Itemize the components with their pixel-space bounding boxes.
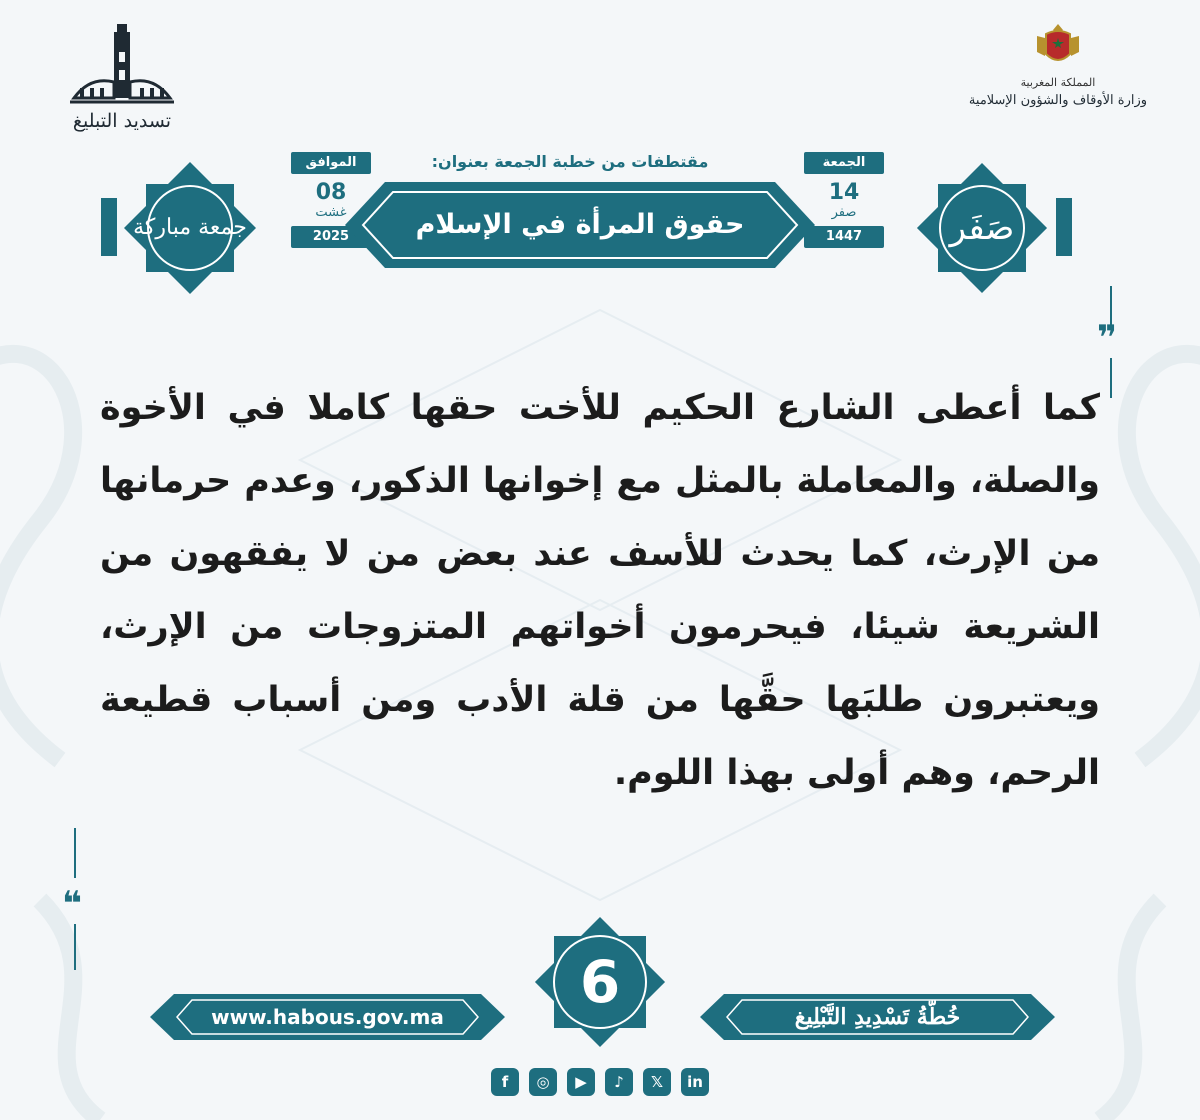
plan-label: خُطّةُ تَسْدِيدِ التَّبْلِيغ	[794, 1004, 961, 1030]
page-number: 6	[579, 948, 621, 1016]
tasdid-logo-caption: تسديد التبليغ	[72, 110, 172, 132]
instagram-icon[interactable]: ◎	[529, 1068, 557, 1096]
page-number-badge	[528, 910, 672, 1054]
facebook-icon[interactable]: f	[491, 1068, 519, 1096]
jumua-mubaraka-rosette	[120, 158, 260, 298]
quote-close-icon: ❝	[62, 884, 82, 924]
plan-ribbon	[700, 988, 1055, 1046]
gregorian-year: 2025	[291, 226, 371, 248]
gregorian-day: 08	[315, 180, 347, 205]
website-ribbon[interactable]	[150, 988, 505, 1046]
quote-line-bottom	[74, 828, 76, 878]
hijri-day: 14	[828, 180, 860, 205]
sermon-header	[0, 0, 1200, 300]
hijri-month: صفر	[831, 205, 857, 220]
gregorian-month: غشت	[315, 205, 347, 220]
quote-open-icon: ❞	[1097, 318, 1117, 358]
safar-rosette	[912, 158, 1052, 298]
social-links	[480, 1068, 720, 1100]
website-link[interactable]: www.habous.gov.ma	[211, 1005, 444, 1029]
header-bar-right	[1056, 198, 1072, 256]
title-band	[345, 180, 815, 270]
kingdom-name: المملكة المغربية	[1020, 76, 1096, 89]
header-subtitle: مقتطفات من خطبة الجمعة بعنوان:	[431, 152, 709, 171]
hijri-year: 1447	[804, 226, 884, 248]
sermon-title: حقوق المرأة في الإسلام	[415, 209, 745, 240]
x-icon[interactable]: 𝕏	[643, 1068, 671, 1096]
rosette-right-text: صَفَر	[949, 208, 1015, 248]
rosette-left-text: جمعة مباركة	[133, 215, 247, 240]
header-bar-left	[101, 198, 117, 256]
linkedin-icon[interactable]: in	[681, 1068, 709, 1096]
youtube-icon[interactable]: ▶	[567, 1068, 595, 1096]
quote-line-top-2	[1110, 358, 1112, 398]
sermon-excerpt: كما أعطى الشارع الحكيم للأخت حقها كاملا في الأخوة والصلة، والمعاملة بالمثل مع إخوانها الذكور، وعدم حرمانها من الإرث، كما يحدث للأسف عند بعض من لا يفقهون من الشريعة شيئا، فيحرمون أخواتهم المتزوجات من الإرث، ويعتبرون طلبَها حقَّها من قلة الأدب ومن أسباب قطيعة الرحم، وهم أولى بهذا اللوم.	[100, 388, 1100, 793]
hijri-label: الجمعة	[804, 152, 884, 174]
hijri-date	[804, 152, 884, 248]
tiktok-icon[interactable]: ♪	[605, 1068, 633, 1096]
ministry-name: وزارة الأوقاف والشؤون الإسلامية	[968, 93, 1148, 108]
gregorian-label: الموافق	[291, 152, 371, 174]
quote-line-bottom-2	[74, 924, 76, 970]
